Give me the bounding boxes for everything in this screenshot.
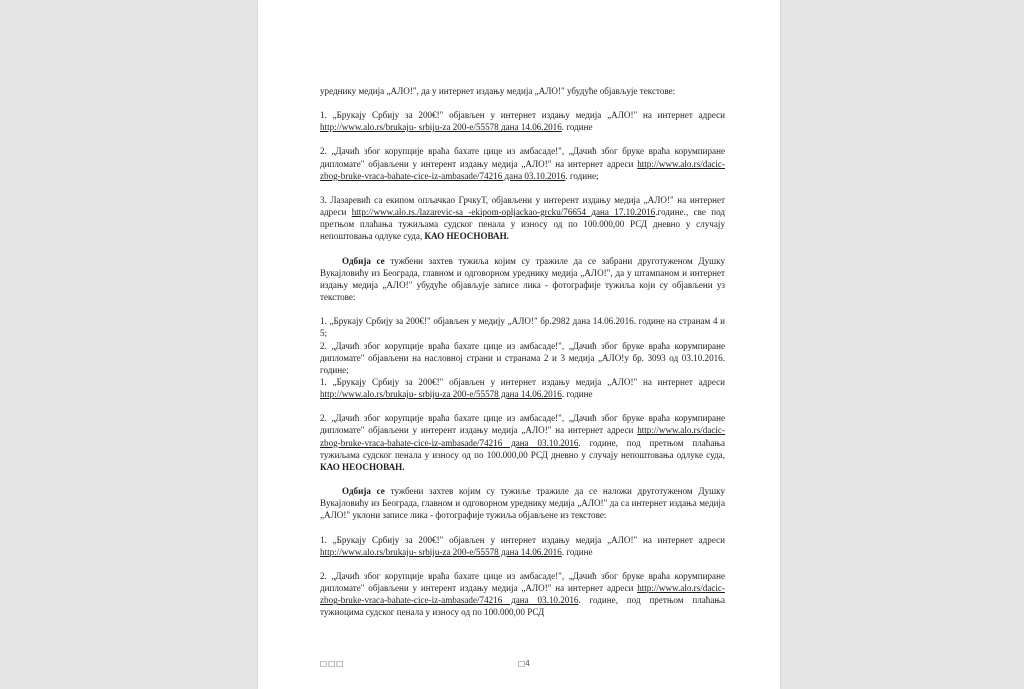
list-item-online-3: 3. Лазаревић са екипом опљачкао ГрчкуТ, објављени у интерент издању медија „АЛО!" на интернет адреси http://www.alo.rs./lazarevic-sa -ekipom-opljackao-grcku/76654 дана 17.10.2016.године., све под претњом плаћања тужиљама судског пенала у износу од по 100.000,00 РСД дневно у случају непоштовања одлуке суда, КАО НЕОСНОВАН.: [320, 194, 726, 242]
list-item-remove-1: 1. „Брукају Србију за 200€!" објављен у интернет издању медија „АЛО!" на интернет адреси http://www.alo.rs/brukaju- srbiju-za 200-e/55578 дана 14.06.2016. године: [320, 534, 725, 557]
list-item-online-photo-2: 2. „Дачић због корупције враћа бахате цице из амбасаде!", „Дачић због бруке враћа корумпиране дипломате" објављени у интерент издању медија „АЛО!" на интернет адреси http://www.alo.rs/dacic-zbog-bruke-vraca-bahate-cice-iz-ambasade/74216 дана 03.10.2016. године, под претњом плаћања тужиљама судског пенала у износу од по 100.000,00 РСД дневно у случају непоштовања одлуке суда, КАО НЕОСНОВАН.: [320, 413, 725, 472]
rejects-heading: Одбија се: [342, 255, 385, 266]
article-link[interactable]: http://www.alo.rs/dacic-zbog-bruke-vraca-bahate-cice-iz-ambasade/74216 дана 03.10.2016: [320, 425, 725, 448]
verdict-rejected: КАО НЕОСНОВАН.: [320, 461, 405, 472]
rejection-paragraph-online: Одбија се тужбени захтев којим су тужиље тражиле да се наложи друготуженом Душку Вукајловићу из Београда, главном и одговорном уреднику медија „АЛО!" да са интернет издања медија „АЛО!" уклони записе лика - фотографије тужиља објављене из текстове:: [320, 486, 725, 521]
page-number: □4: [518, 659, 530, 668]
list-item-online-photo-1: 1. „Брукају Србију за 200€!" објављен у интернет издању медија „АЛО!" на интернет адреси http://www.alo.rs/brukaju- srbiju-za 200-e/55578 дана 14.06.2016. године: [320, 376, 725, 400]
article-link[interactable]: http://www.alo.rs/brukaju- srbiju-za 200-e/55578 дана 14.06.2016: [320, 546, 562, 557]
paragraph-continuation: уреднику медија „АЛО!", да у интернет издању медија „АЛО!" убудуће објављује текстове:: [320, 86, 676, 96]
list-item-print-2: 2. „Дачић због корупције враћа бахате цице из амбасаде!", „Дачић због бруке враћа корумпиране дипломате" објављени на насловној страни и странама 2 и 3 медија „АЛО!у бр. 3093 од 03.10.2016. године;: [320, 340, 725, 375]
article-link[interactable]: http://www.alo.rs/dacic-zbog-bruke-vraca-bahate-cice-iz-ambasade/74216 дана 03.10.2016: [320, 583, 725, 606]
rejects-heading: Одбија се: [342, 486, 385, 497]
document-body: [320, 85, 725, 618]
article-link[interactable]: http://www.alo.rs/brukaju- srbiju-za 200-e/55578 дана 14.06.2016: [320, 122, 562, 133]
article-link[interactable]: http://www.alo.rs/brukaju- srbiju-za 200-e/55578 дана 14.06.2016: [320, 389, 562, 400]
verdict-rejected: КАО НЕОСНОВАН.: [424, 231, 509, 242]
list-item-remove-2: 2. „Дачић због корупције враћа бахате цице из амбасаде!", „Дачић због бруке враћа корумпиране дипломате" објављени у интерент издању медија „АЛО!" на интернет адреси http://www.alo.rs/dacic-zbog-bruke-vraca-bahate-cice-iz-ambasade/74216 дана 03.10.2016. године, под претњом плаћања тужиоцима судског пенала у износу од по 100.000,00 РСД: [320, 570, 725, 618]
article-link[interactable]: http://www.alo.rs./lazarevic-sa -ekipom-opljackao-grcku/76654 дана 17.10.2016: [351, 207, 656, 218]
rejection-paragraph-print: Одбија се тужбени захтев тужиља којим су тражиле да се забрани друготуженом Душку Вукајловићу из Београда, главном и одговорном уреднику медија „АЛО!", да у штампаном и интернет издању медија „АЛО!" убудуће објављује записе лика - фотографије тужиља који су објављени уз текстове:: [320, 255, 726, 303]
list-item-online-1: 1. „Брукају Србију за 200€!" објављен у интернет издању медија „АЛО!" на интернет адреси http://www.alo.rs/brukaju- srbiju-za 200-e/55578 дана 14.06.2016. године: [320, 110, 725, 133]
document-page: [258, 0, 780, 689]
article-link[interactable]: http://www.alo.rs/dacic-zbog-bruke-vraca-bahate-cice-iz-ambasade/74216 дана 03.10.2016: [320, 158, 725, 181]
footer-marks: □□□: [320, 659, 345, 668]
page-footer: [320, 659, 725, 671]
list-item-print-1: 1. „Брукају Србију за 200€!" објављен у медију „АЛО!" бр.2982 дана 14.06.2016. године на странам 4 и 5;: [320, 316, 725, 339]
list-item-online-2: 2. „Дачић због корупције враћа бахате цице из амбасаде!", „Дачић због бруке враћа корумпиране дипломате" објављени у интерент издању медија „АЛО!" на интернет адреси http://www.alo.rs/dacic-zbog-bruke-vraca-bahate-cice-iz-ambasade/74216 дана 03.10.2016. године;: [320, 146, 725, 181]
